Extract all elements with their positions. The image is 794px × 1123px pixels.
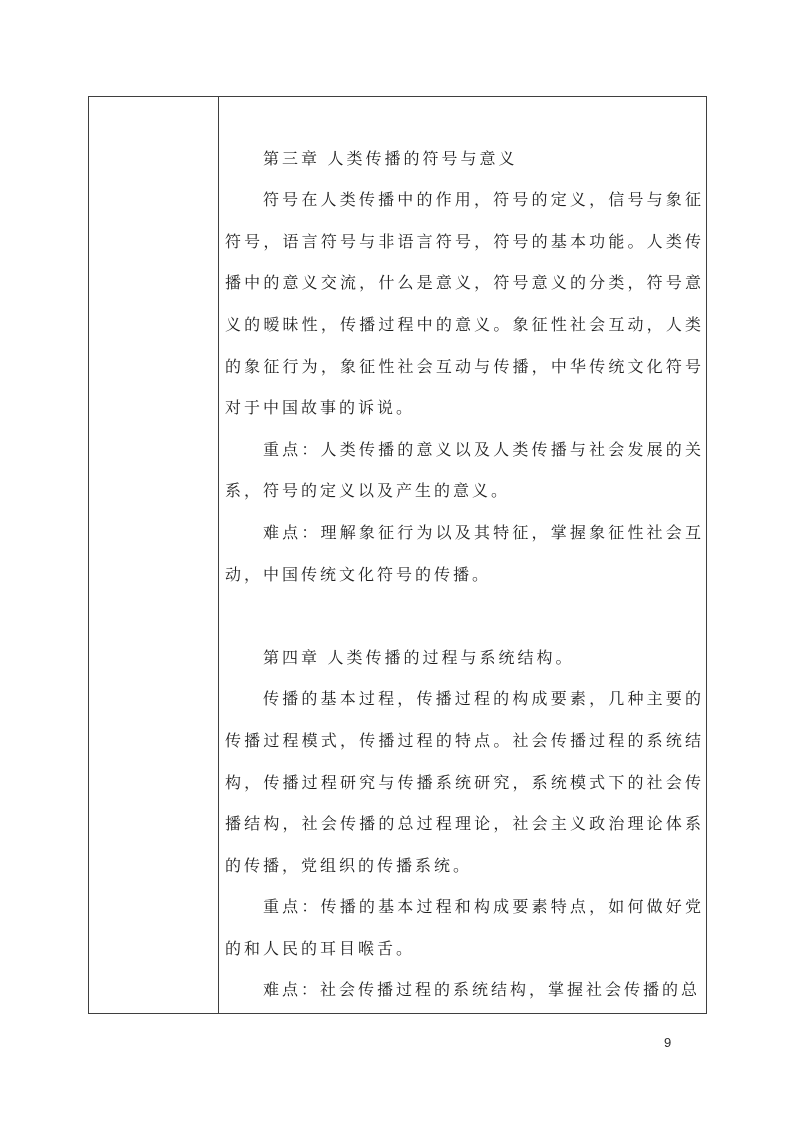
blank-line [225,596,704,638]
chapter-4-heading: 第四章 人类传播的过程与系统结构。 [263,649,575,667]
chapter-4-difficult-points-paragraph: 难点：社会传播过程的系统结构，掌握社会传播的总 [263,982,701,1000]
chapter-3-overview-paragraph: 符号在人类传播中的作用，符号的定义，信号与象征符号，语言符号与非语言符号，符号的基本功能。人类传播中的意义交流，什么是意义，符号意义的分类，符号意义的暧昧性，传播过程中的意义。象征性社会互动，人类的象征行为，象征性社会互动与传播，中华传统文化符号对于中国故事的诉说。 [225,192,704,418]
chapter-4-overview-paragraph: 传播的基本过程，传播过程的构成要素，几种主要的传播过程模式，传播过程的特点。社会传播过程的系统结构，传播过程研究与传播系统研究，系统模式下的社会传播结构，社会传播的总过程理论，社会主义政治理论体系的传播，党组织的传播系统。 [225,691,704,875]
table-content-cell [219,97,706,1013]
blank-line [225,97,704,139]
page-number: 9 [664,1035,672,1050]
chapter-4-key-points-paragraph: 重点：传播的基本过程和构成要素特点，如何做好党的和人民的耳目喉舌。 [225,899,704,958]
syllabus-table [88,96,707,1014]
chapter-3-key-points-paragraph: 重点：人类传播的意义以及人类传播与社会发展的关系，符号的定义以及产生的意义。 [225,441,704,501]
table-label-cell [89,97,219,1013]
chapter-3-heading: 第三章 人类传播的符号与意义 [263,150,518,168]
chapter-3-difficult-points-paragraph: 难点：理解象征行为以及其特征，掌握象征性社会互动，中国传统文化符号的传播。 [225,524,704,584]
